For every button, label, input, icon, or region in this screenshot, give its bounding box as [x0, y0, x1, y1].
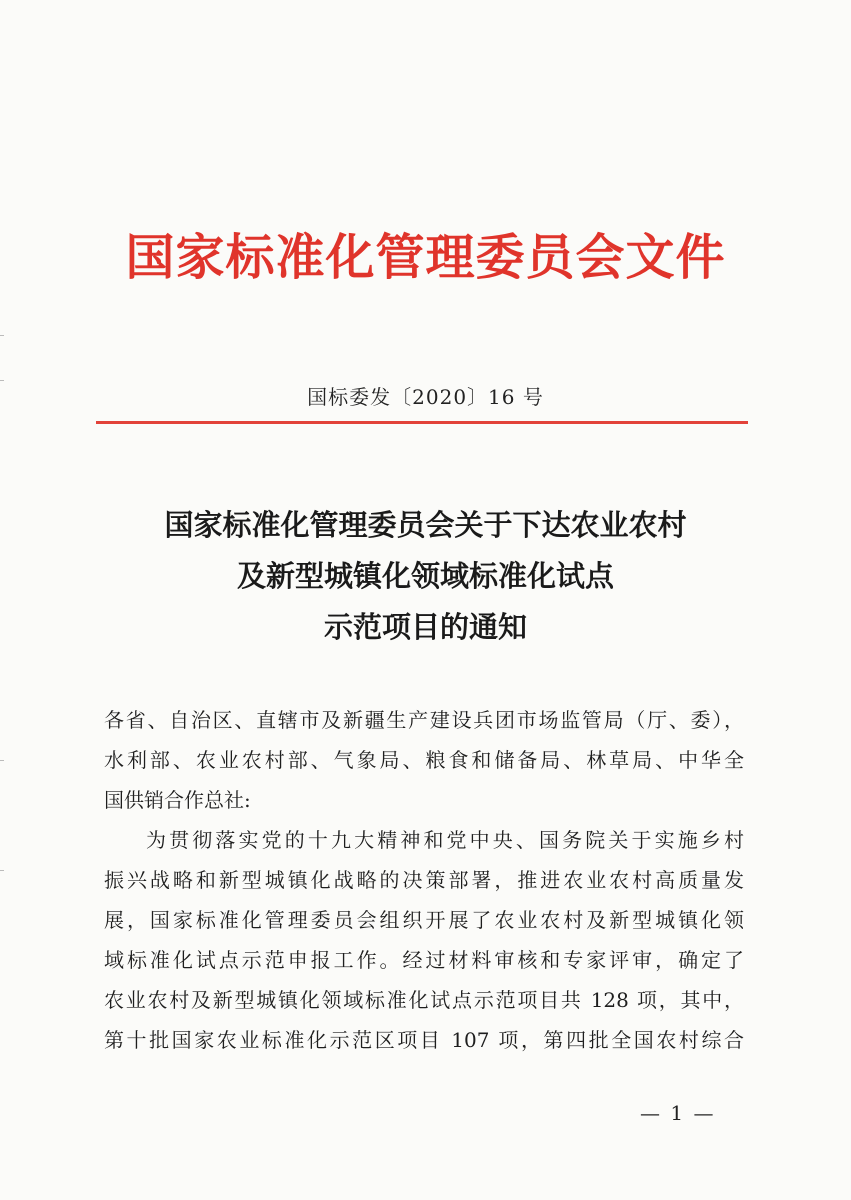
paragraph-line-5: 农业农村及新型城镇化领域标准化试点示范项目共 128 项，其中， — [104, 988, 744, 1012]
paragraph-line-3: 展，国家标准化管理委员会组织开展了农业农村及新型城镇化领 — [104, 908, 744, 932]
page-number: — 1 — — [640, 1101, 716, 1125]
recipients-line-3: 国供销合作总社: — [104, 788, 251, 812]
paragraph-line-1: 为贯彻落实党的十九大精神和党中央、国务院关于实施乡村 — [146, 828, 744, 852]
red-divider-line — [96, 421, 748, 424]
title-line-2: 及新型城镇化领域标准化试点 — [236, 559, 614, 593]
notice-body — [104, 700, 744, 1060]
notice-title — [0, 500, 851, 653]
paragraph-line-6: 第十批国家农业标准化示范区项目 107 项，第四批全国农村综合 — [104, 1028, 744, 1052]
document-number: 国标委发〔2020〕16 号 — [307, 385, 544, 409]
binding-mark — [0, 335, 4, 336]
paragraph-line-2: 振兴战略和新型城镇化战略的决策部署，推进农业农村高质量发 — [104, 868, 744, 892]
binding-mark — [0, 870, 4, 871]
recipients-line-2: 水利部、农业农村部、气象局、粮食和储备局、林草局、中华全 — [104, 748, 744, 772]
document-masthead: 国家标准化管理委员会文件 — [125, 228, 726, 286]
binding-mark — [0, 380, 4, 381]
binding-mark — [0, 760, 4, 761]
recipients-line-1: 各省、自治区、直辖市及新疆生产建设兵团市场监管局（厅、委）， — [104, 708, 744, 732]
title-line-1: 国家标准化管理委员会关于下达农业农村 — [164, 508, 687, 542]
paragraph-line-4: 域标准化试点示范申报工作。经过材料审核和专家评审，确定了 — [104, 948, 744, 972]
title-line-3: 示范项目的通知 — [323, 610, 527, 644]
